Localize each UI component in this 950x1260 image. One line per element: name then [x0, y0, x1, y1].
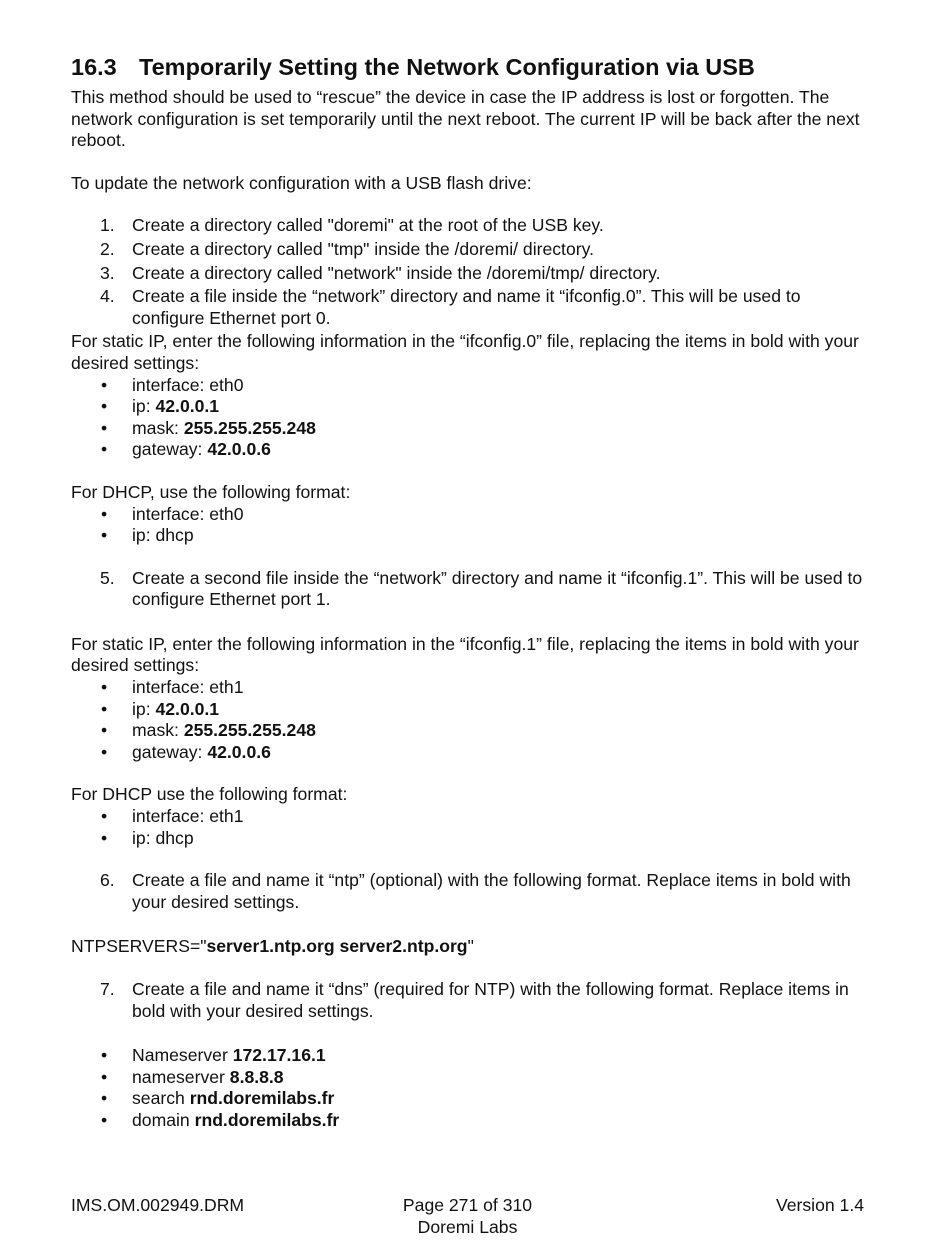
dhcp0-intro: For DHCP, use the following format:: [71, 481, 351, 502]
list-item: • Nameserver 172.17.16.1: [101, 1045, 326, 1066]
list-item: 4. Create a file inside the “network” directory and name it “ifconfig.0”. This will be used to configure Ethernet port 0.: [100, 286, 801, 328]
list-item: • nameserver 8.8.8.8: [101, 1066, 284, 1087]
list-item: 6. Create a file and name it “ntp” (optional) with the following format. Replace items in bold with your desired settings.: [100, 870, 851, 912]
list-item: • ip: 42.0.0.1: [101, 396, 220, 417]
ntp-line: NTPSERVERS="server1.ntp.org server2.ntp.org": [71, 936, 474, 957]
list-item: • gateway: 42.0.0.6: [101, 741, 271, 762]
update-intro: To update the network configuration with a USB flash drive:: [71, 172, 532, 193]
dhcp1-intro: For DHCP use the following format:: [71, 784, 348, 805]
list-item: 7. Create a file and name it “dns” (required for NTP) with the following format. Replace items in bold with your desired settings.: [100, 979, 849, 1021]
doc-id: IMS.OM.002949.DRM: [71, 1195, 245, 1215]
dhcp0-list: [71, 504, 871, 547]
list-item: 5. Create a second file inside the “network” directory and name it “ifconfig.1”. This will be used to configure Ethernet port 1.: [100, 567, 863, 610]
section-number: 16.3: [71, 54, 117, 80]
section-title: Temporarily Setting the Network Configuration via USB: [139, 54, 755, 80]
static0-list: [71, 375, 871, 461]
page-number: Page 271 of 310: [402, 1195, 533, 1215]
static1-list: [71, 677, 871, 763]
list-item: • gateway: 42.0.0.6: [101, 439, 271, 460]
list-item: • interface: eth1: [101, 677, 244, 698]
intro-paragraph: This method should be used to “rescue” the device in case the IP address is lost or forgotten. The network configuration is set temporarily until the next reboot. The current IP will be back after the next reboot.: [71, 87, 860, 151]
list-item: • mask: 255.255.255.248: [101, 720, 316, 741]
list-item: • ip: dhcp: [101, 525, 194, 546]
list-item: • ip: dhcp: [101, 827, 194, 848]
static0-intro: For static IP, enter the following information in the “ifconfig.0” file, replacing the items in bold with your desired settings:: [71, 331, 859, 373]
list-item: • domain rnd.doremilabs.fr: [101, 1109, 340, 1130]
list-item: 2. Create a directory called "tmp" inside the /doremi/ directory.: [100, 238, 594, 259]
list-item: • interface: eth0: [101, 374, 244, 395]
step7-list: [71, 979, 871, 1022]
list-item: 1. Create a directory called "doremi" at the root of the USB key.: [100, 215, 604, 236]
version: Version 1.4: [775, 1195, 864, 1215]
steps-list: [71, 215, 871, 329]
company-name: Doremi Labs: [417, 1216, 518, 1237]
document-page: [71, 52, 871, 1132]
step5-list: [71, 568, 871, 611]
dns-list: [71, 1045, 871, 1131]
list-item: • search rnd.doremilabs.fr: [101, 1088, 335, 1109]
list-item: • mask: 255.255.255.248: [101, 417, 316, 438]
list-item: • ip: 42.0.0.1: [101, 698, 220, 719]
static1-intro: For static IP, enter the following information in the “ifconfig.1” file, replacing the items in bold with your desired settings:: [71, 633, 859, 676]
list-item: • interface: eth1: [101, 806, 244, 827]
dhcp1-list: [71, 806, 871, 849]
list-item: 3. Create a directory called "network" inside the /doremi/tmp/ directory.: [100, 262, 661, 283]
list-item: • interface: eth0: [101, 503, 244, 524]
footer-center: [71, 1195, 864, 1238]
section-heading: [71, 52, 871, 82]
step6-list: [71, 870, 871, 913]
